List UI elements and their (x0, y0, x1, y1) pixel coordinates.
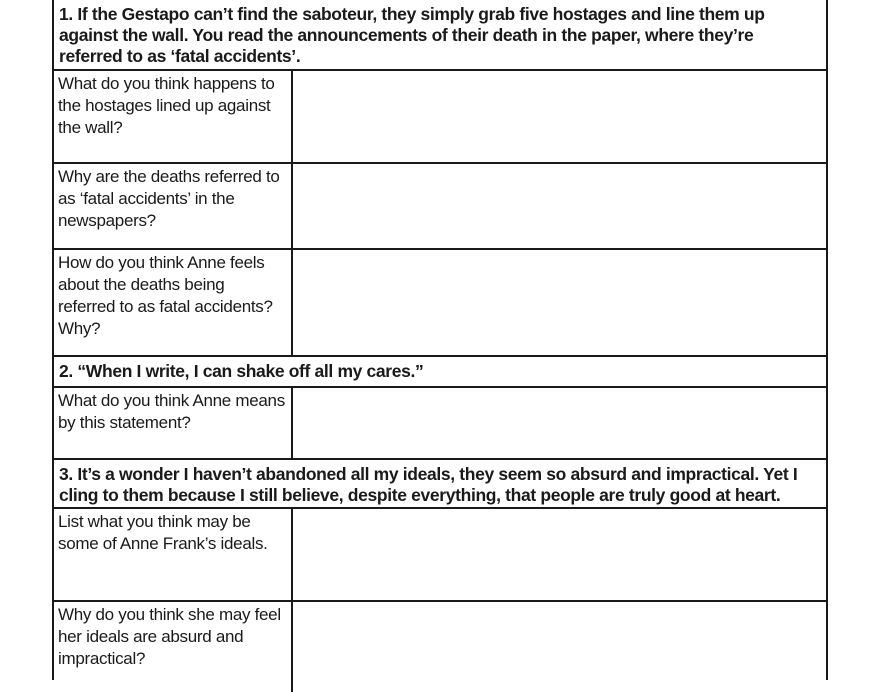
question-1-prompt-2: Why are the deaths referred to as ‘fatal accidents’ in the newspapers? (52, 164, 293, 248)
question-3-prompt-2: Why do you think she may feel her ideals are absurd and impractical? (52, 602, 293, 692)
question-1-prompt-1: What do you think happens to the hostages lined up against the wall? (52, 71, 293, 162)
question-3-row-1 (52, 509, 828, 602)
question-1-answer-1[interactable] (293, 71, 828, 162)
question-2-prompt-1: What do you think Anne means by this statement? (52, 388, 293, 458)
question-2-answer-1[interactable] (293, 388, 828, 458)
question-3-answer-2[interactable] (293, 602, 828, 692)
question-3-prompt-1: List what you think may be some of Anne Frank’s ideals. (52, 509, 293, 600)
question-3-heading (52, 460, 828, 509)
question-1-heading (52, 0, 828, 71)
question-1-answer-3[interactable] (293, 250, 828, 355)
question-1-row-1 (52, 71, 828, 164)
question-3-row-2 (52, 602, 828, 692)
question-1-text: 1. If the Gestapo can’t find the saboteur, they simply grab five hostages and line them up against the wall. You read the announcements of their death in the paper, where they’re referred to as ‘fatal accidents’. (59, 4, 765, 66)
question-1-row-2 (52, 164, 828, 250)
question-1-row-3 (52, 250, 828, 357)
question-2-row-1 (52, 388, 828, 460)
question-2-heading (52, 357, 828, 388)
question-1-answer-2[interactable] (293, 164, 828, 248)
question-2-text: 2. “When I write, I can shake off all my cares.” (59, 361, 424, 381)
question-3-answer-1[interactable] (293, 509, 828, 600)
question-1-prompt-3: How do you think Anne feels about the deaths being referred to as fatal accidents? Why? (52, 250, 293, 355)
question-3-text: 3. It’s a wonder I haven’t abandoned all my ideals, they seem so absurd and impractical. Yet I cling to them because I still believe, despite everything, that people are truly good at heart. (59, 464, 798, 505)
